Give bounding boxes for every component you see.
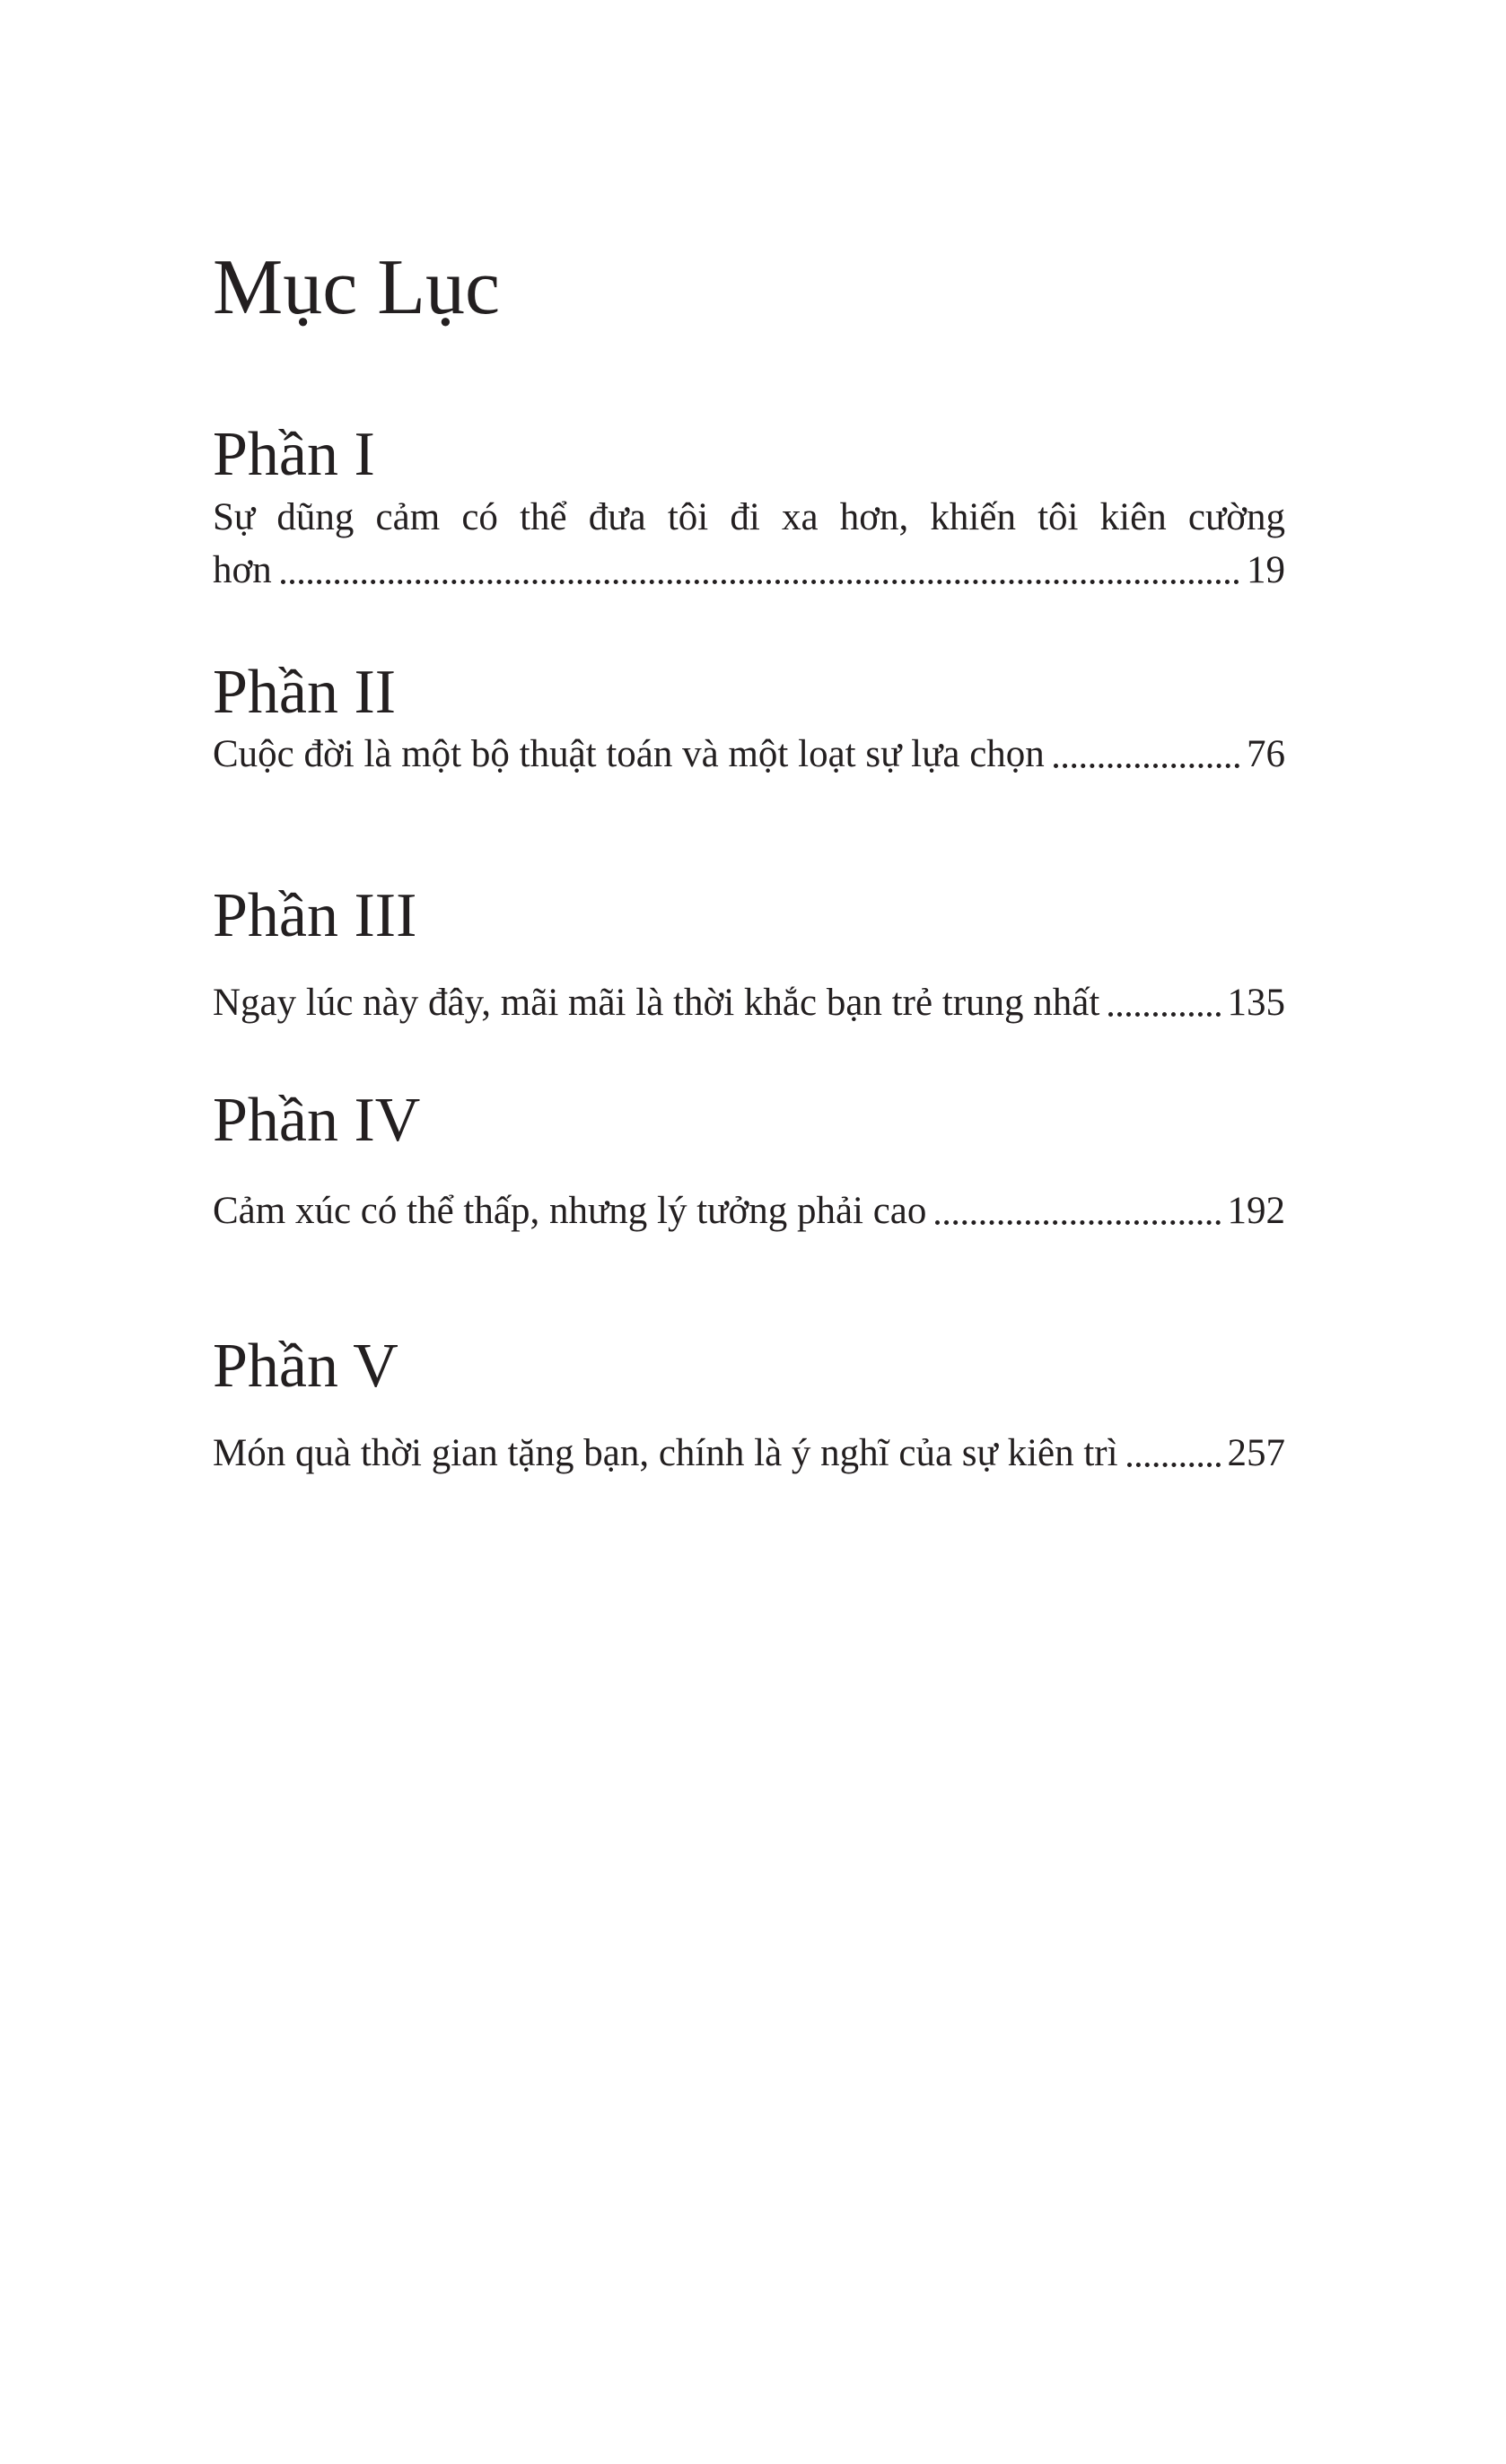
- section-heading: Phần III: [213, 881, 417, 950]
- entry-title-text: Cảm xúc có thể thấp, nhưng lý tưởng phải cao: [213, 1190, 927, 1232]
- entry-title-line: Sự dũng cảm có thể đưa tôi đi xa hơn, khiến tôi kiên cường: [213, 496, 1285, 538]
- entry-body: [213, 1184, 1285, 1237]
- entry-leader-line: [213, 1184, 1285, 1237]
- page-number: 19: [1247, 549, 1285, 591]
- toc-entry-phan-5: [213, 1332, 1285, 1480]
- page-number: 192: [1227, 1190, 1285, 1232]
- section-heading: Phần I: [213, 420, 375, 489]
- page-number: 135: [1227, 982, 1285, 1024]
- toc-page: [0, 244, 1506, 2464]
- entry-body: [213, 1427, 1285, 1480]
- page-number: 76: [1247, 733, 1285, 775]
- toc-entry-phan-2: [213, 658, 1285, 781]
- section-heading: Phần II: [213, 658, 397, 727]
- entry-leader-line: [213, 976, 1285, 1029]
- entry-title-text: Món quà thời gian tặng bạn, chính là ý nghĩ của sự kiên trì: [213, 1432, 1118, 1474]
- entry-body: [213, 491, 1285, 597]
- toc-entry-phan-1: [213, 420, 1285, 597]
- dot-leader: [935, 1220, 1220, 1225]
- entry-leader-line: [213, 1427, 1285, 1480]
- dot-leader: [1054, 764, 1239, 768]
- page-number: 257: [1227, 1432, 1285, 1474]
- toc-entry-phan-3: [213, 881, 1285, 1029]
- entry-leader-line: [213, 728, 1285, 781]
- dot-leader: [281, 580, 1239, 584]
- dot-leader: [1108, 1012, 1220, 1017]
- entry-title-text: Cuộc đời là một bộ thuật toán và một loạt sự lựa chọn: [213, 733, 1045, 775]
- entry-body: [213, 728, 1285, 781]
- entry-title-text: Ngay lúc này đây, mãi mãi là thời khắc bạn trẻ trung nhất: [213, 982, 1100, 1024]
- section-heading: Phần IV: [213, 1086, 421, 1155]
- page-title: Mục Lục: [213, 244, 501, 331]
- entry-leader-line: [213, 544, 1285, 597]
- dot-leader: [1127, 1463, 1221, 1467]
- entry-title-text: hơn: [213, 549, 272, 591]
- toc-entry-phan-4: [213, 1086, 1285, 1237]
- section-heading: Phần V: [213, 1332, 398, 1401]
- entry-body: [213, 976, 1285, 1029]
